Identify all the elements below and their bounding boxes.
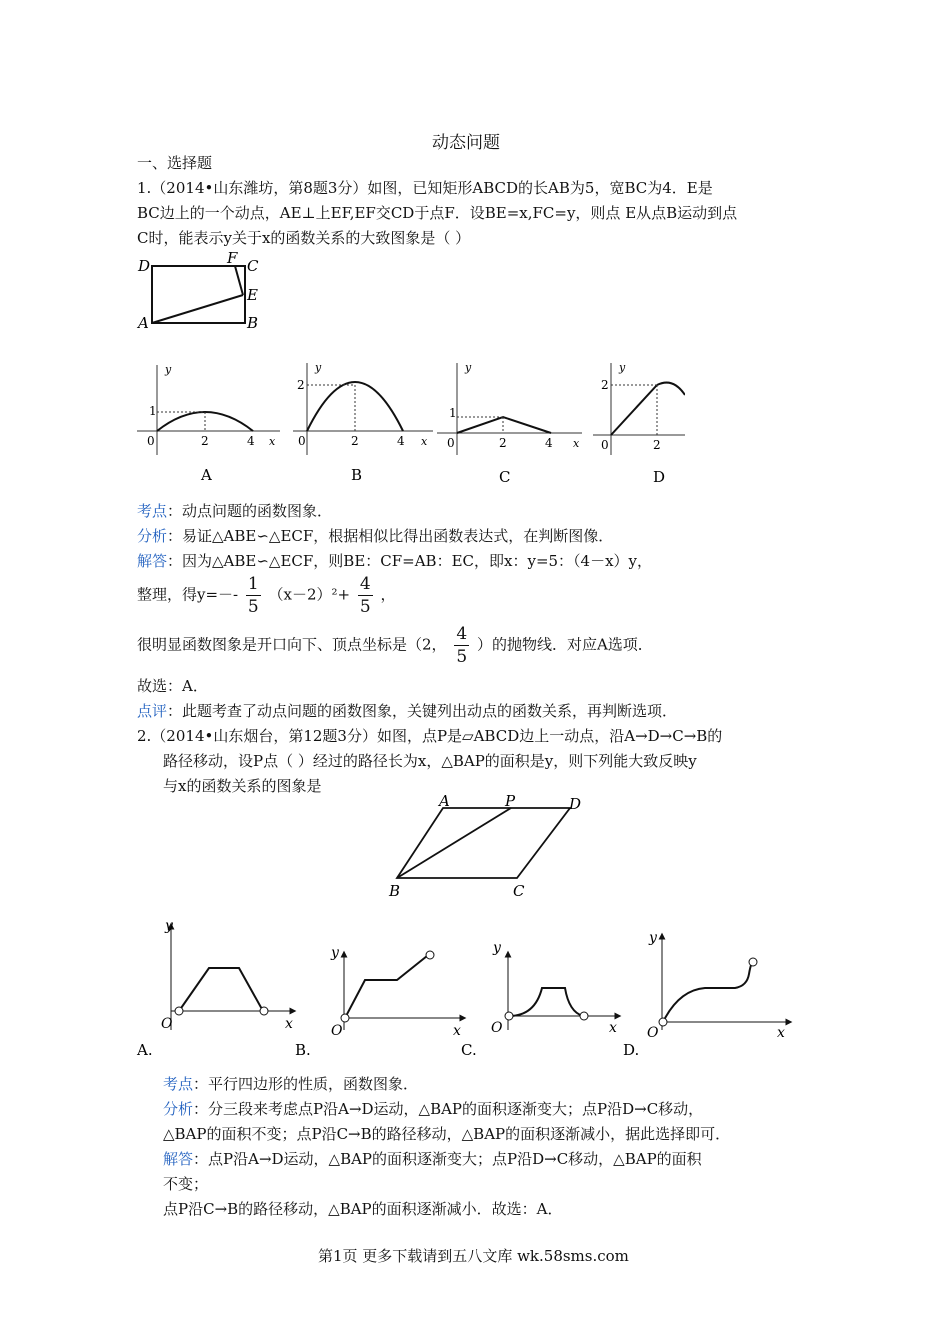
svg-text:2: 2 (653, 438, 661, 452)
label-B: B (247, 314, 259, 332)
q2-kaodian: 考点：平行四边形的性质，函数图象． (163, 1075, 419, 1093)
q2-jieda2: 不变； (163, 1175, 209, 1193)
svg-text:4: 4 (397, 434, 405, 448)
label-C: C (247, 257, 259, 275)
label-A: A (138, 314, 149, 332)
svg-text:2: 2 (297, 378, 305, 392)
svg-text:y: y (465, 361, 472, 374)
svg-text:P: P (505, 792, 516, 810)
svg-text:y: y (649, 930, 657, 946)
q1-rectangle-figure (135, 250, 275, 335)
svg-text:2: 2 (601, 378, 609, 392)
q2-line1: 2.（2014•山东烟台，第12题3分）如图，点P是▱ABCD边上一动点，沿A→D→C→B的 (137, 727, 723, 745)
q1-line1: 1.（2014•山东潍坊，第8题3分）如图，已知矩形ABCD的长AB为5，宽BC为4．E是 (137, 179, 713, 197)
q1-fenxi: 分析：易证△ABE∽△ECF，根据相似比得出函数表达式，在判断图像． (137, 527, 614, 545)
label-E: E (247, 286, 258, 304)
page-title: 动态问题 (432, 133, 500, 153)
q1-jieda: 解答：因为△ABE∽△ECF，则BE：CF=AB：EC，即x：y=5：（4－x）y， (137, 552, 653, 570)
q2-graph-B (295, 945, 465, 1059)
q2-graph-D (623, 930, 791, 1059)
svg-text:0: 0 (147, 434, 155, 448)
choice-B-label: B (351, 466, 363, 484)
q1-answer: 故选：A． (137, 677, 208, 695)
q1-vertex: 很明显函数图象是开口向下、顶点坐标是（2， $\frac{4}{5}$ ）的抛物线．对应A选项． (137, 624, 653, 667)
svg-text:O: O (491, 1020, 503, 1036)
svg-text:0: 0 (601, 438, 609, 452)
svg-text:y: y (331, 945, 339, 961)
q1-graph-D (593, 361, 685, 486)
q2-choice-C: C. (461, 1041, 477, 1059)
svg-text:O: O (647, 1025, 659, 1041)
svg-text:O: O (331, 1023, 343, 1039)
svg-text:x: x (609, 1020, 617, 1036)
q2-choice-B: B. (295, 1041, 311, 1059)
section-heading: 一、选择题 (137, 154, 213, 172)
q2-graph-choices (135, 912, 805, 1060)
q1-zhengli: 整理，得y=－- $\frac{1}{5}$ （x－2）²+ $\frac{4}{5}$ ， (137, 574, 396, 617)
choice-A-label: A (201, 466, 212, 484)
svg-text:D: D (569, 795, 582, 813)
svg-text:4: 4 (247, 434, 255, 448)
q1-kaodian: 考点：动点问题的函数图象． (137, 502, 333, 520)
svg-text:x: x (573, 437, 580, 450)
label-D: D (138, 257, 151, 275)
svg-text:1: 1 (449, 406, 457, 420)
svg-text:O: O (161, 1016, 173, 1032)
svg-text:y: y (315, 361, 322, 374)
choice-D-label: D (653, 468, 666, 486)
svg-text:x: x (421, 435, 428, 448)
q1-graph-B (293, 361, 433, 484)
svg-text:x: x (453, 1023, 461, 1039)
q1-line2: BC边上的一个动点，AE⊥上EF,EF交CD于点F．设BE=x,FC=y，则点 E从点B运动到点 (137, 204, 738, 222)
svg-text:x: x (285, 1016, 293, 1032)
q2-fenxi1: 分析：分三段来考虑点P沿A→D运动，△BAP的面积逐渐变大；点P沿D→C移动， (163, 1100, 704, 1118)
q2-line2: 路径移动，设P点（ ）经过的路径长为x，△BAP的面积是y，则下列能大致反映y (163, 752, 697, 770)
choice-C-label: C (499, 468, 511, 486)
label-F: F (227, 250, 238, 267)
q2-line3: 与x的函数关系的图象是 (163, 777, 322, 795)
svg-text:0: 0 (447, 436, 455, 450)
svg-text:2: 2 (351, 434, 359, 448)
svg-text:x: x (269, 435, 276, 448)
q1-graph-C (437, 361, 582, 486)
q2-jieda1: 解答：点P沿A→D运动，△BAP的面积逐渐变大；点P沿D→C移动，△BAP的面积 (163, 1150, 702, 1168)
svg-text:y: y (165, 363, 172, 376)
svg-text:2: 2 (201, 434, 209, 448)
q2-choice-A: A. (137, 1041, 153, 1059)
svg-text:0: 0 (298, 434, 306, 448)
page-footer: 第1页 更多下载请到五八文库 wk.58sms.com (318, 1247, 629, 1265)
svg-text:y: y (493, 940, 501, 956)
q1-dianping: 点评：此题考查了动点问题的函数图象，关键列出动点的函数关系，再判断选项． (137, 702, 678, 720)
svg-text:2: 2 (499, 436, 507, 450)
svg-text:y: y (165, 918, 173, 934)
svg-text:B: B (389, 882, 401, 900)
q2-graph-A (136, 918, 295, 1059)
q1-line3: C时，能表示y关于x的函数关系的大致图象是（ ） (137, 229, 471, 247)
svg-text:C: C (513, 882, 525, 900)
q2-choice-D: D. (623, 1041, 640, 1059)
q2-graph-C (461, 940, 620, 1059)
q2-parallelogram-figure (385, 792, 585, 904)
svg-text:x: x (777, 1025, 785, 1041)
q2-fenxi2: △BAP的面积不变；点P沿C→B的路径移动，△BAP的面积逐渐减小，据此选择即可． (163, 1125, 731, 1143)
svg-text:y: y (619, 361, 626, 374)
q1-graph-A (137, 363, 280, 484)
q2-jieda3: 点P沿C→B的路径移动，△BAP的面积逐渐减小．故选：A． (163, 1200, 563, 1218)
svg-text:A: A (439, 792, 450, 810)
svg-text:1: 1 (149, 404, 157, 418)
svg-text:4: 4 (545, 436, 553, 450)
q1-graph-choices (135, 355, 685, 490)
